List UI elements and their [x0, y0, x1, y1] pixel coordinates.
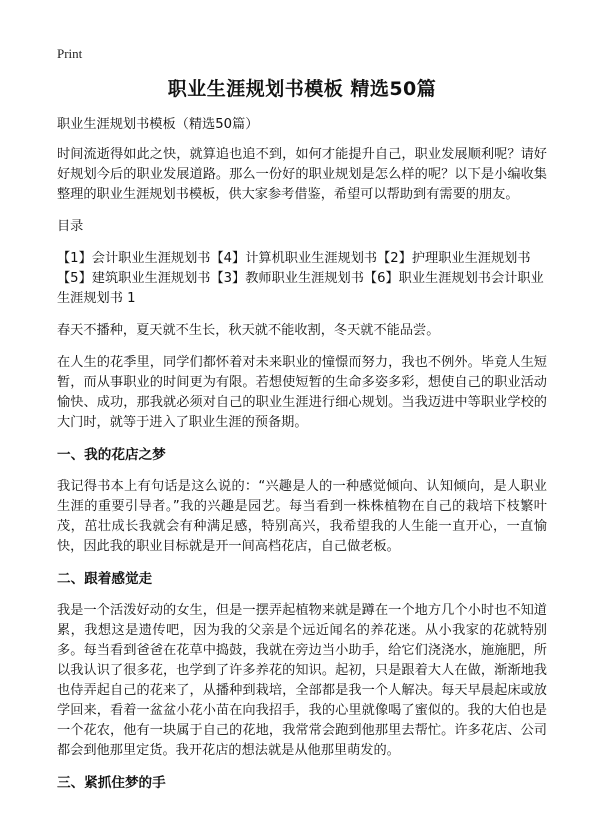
- toc-item[interactable]: 【6】职业生涯规划书会计职业生涯规划书 1: [57, 271, 544, 306]
- toc-item[interactable]: 【3】教师职业生涯规划书: [210, 271, 364, 286]
- document-subtitle: 职业生涯规划书模板（精选50篇）: [57, 117, 259, 132]
- spring-paragraph: 春天不播种，夏天就不生长，秋天就不能收割，冬天就不能品尝。: [57, 323, 440, 338]
- toc-item[interactable]: 【2】护理职业生涯规划书: [377, 251, 531, 266]
- toc-item[interactable]: 【4】计算机职业生涯规划书: [210, 251, 378, 266]
- section-1-text: 我记得书本上有句话是这么说的：“兴趣是人的一种感觉倾向、认知倾向，是人职业生涯的重要引导者。”我的兴趣是园艺。每当看到一株株植物在自己的栽培下枝繁叶茂，茁壮成长我就会有种满足感，特别高兴，我希望我的人生能一直开心，一直愉快，因此我的职业目标就是开一间高档花店，自己做老板。: [57, 479, 547, 554]
- page-title: 职业生涯规划书模板 精选50篇: [167, 78, 437, 100]
- toc-item[interactable]: 【5】建筑职业生涯规划书: [57, 271, 211, 286]
- document-body: [57, 74, 547, 805]
- life-paragraph: 在人生的花季里，同学们都怀着对未来职业的憧憬而努力，我也不例外。毕竟人生短暂，而从事职业的时间更为有限。若想使短暂的生命多姿多彩，想使自己的职业活动愉快、成功，那我就必须对自己的职业生涯进行细心规划。当我迈进中等职业学校的大门时，就等于进入了职业生涯的预备期。: [57, 355, 547, 430]
- section-2-text: 我是一个活泼好动的女生，但是一摆弄起植物来就是蹲在一个地方几个小时也不知道累，我想这是遗传吧，因为我的父亲是个远近闻名的养花迷。从小我家的花就特别多。每当看到爸爸在花草中捣鼓，我就在旁边当小助手，给它们浇浇水，施施肥，所以我认识了很多花，也学到了许多养花的知识。起初，只是跟着大人在做，渐渐地我也侍弄起自己的花来了，从播种到栽培，全部都是我一个人解决。每天早晨起床或放学回来，看着一盆盆小花小苗在向我招手，我的心里就像喝了蜜似的。我的大伯也是一个花农，他有一块属于自己的花地，我常常会跑到他那里去帮忙。许多花店、公司都会到他那里定货。我开花店的想法就是从他那里萌发的。: [57, 603, 547, 758]
- toc-heading: 目录: [57, 219, 84, 234]
- section-2-heading: 二、跟着感觉走: [57, 571, 153, 587]
- print-label: Print: [57, 46, 83, 61]
- section-3-heading: 三、紧抓住梦的手: [57, 775, 166, 791]
- table-of-contents: [57, 249, 547, 309]
- toc-item[interactable]: 【1】会计职业生涯规划书: [57, 251, 211, 266]
- section-1-heading: 一、我的花店之梦: [57, 447, 166, 463]
- intro-paragraph: 时间流逝得如此之快，就算追也追不到，如何才能提升自己，职业发展顺利呢？请好好规划今后的职业发展道路。那么一份好的职业规划是怎么样的呢？以下是小编收集整理的职业生涯规划书模板，供大家参考借鉴，希望可以帮助到有需要的朋友。: [57, 147, 547, 202]
